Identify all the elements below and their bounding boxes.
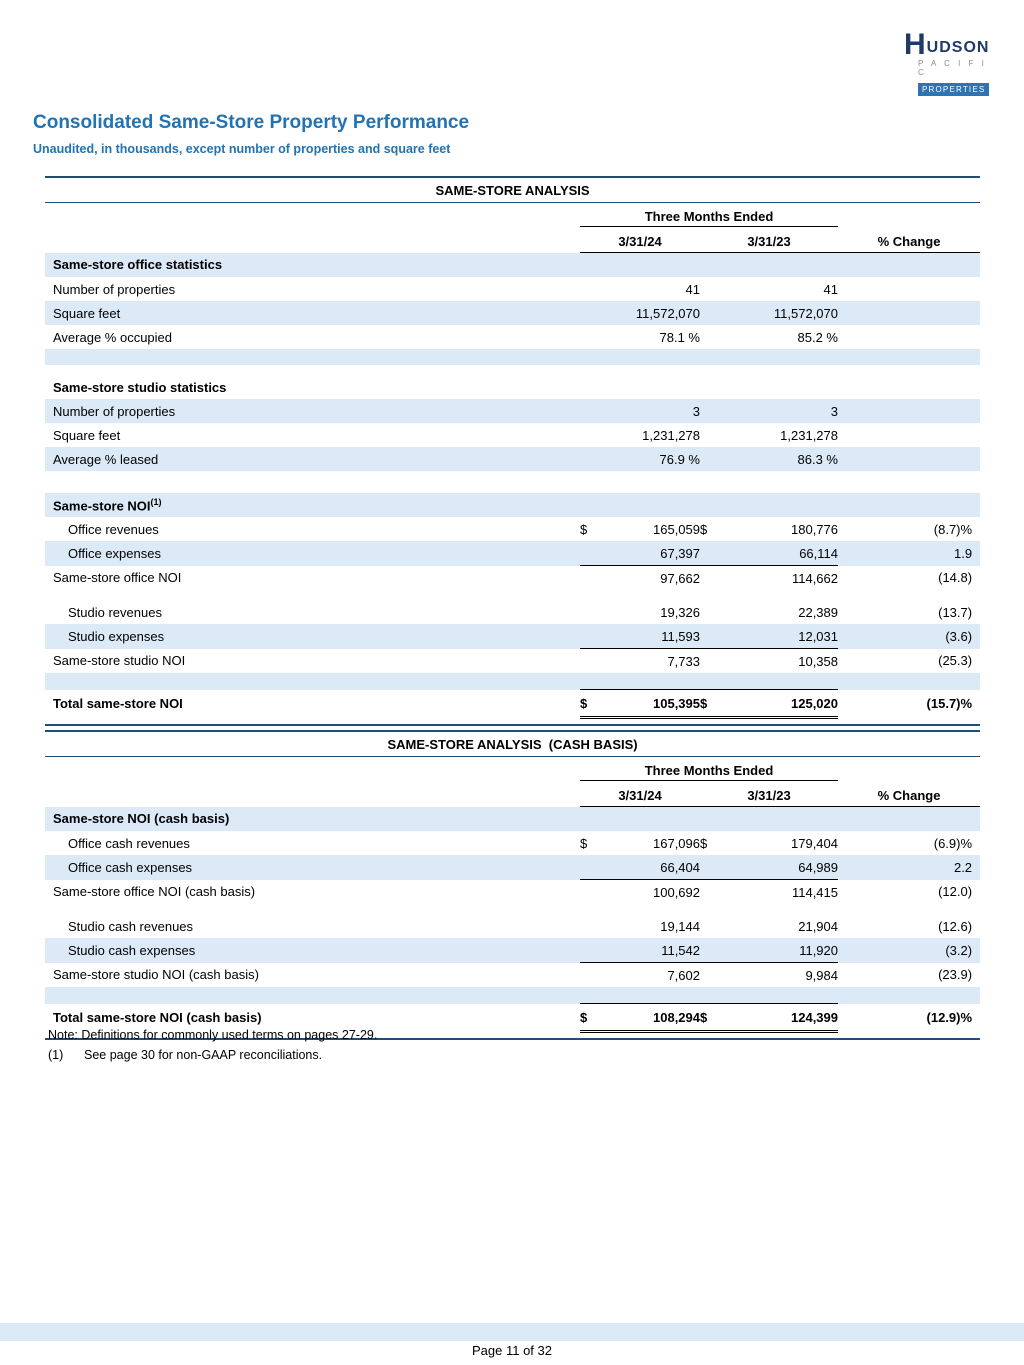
blank-cell [45,590,980,600]
currency-symbol: $ [700,1004,727,1032]
currency-symbol [700,541,727,566]
value-current: 165,059 [653,521,700,537]
pct-change: (8.7)% [933,521,973,537]
value-current: 3 [602,399,700,423]
value-prior: 124,399 [727,1004,838,1032]
pct-change [838,423,980,447]
currency-symbol: $ [580,690,602,718]
value-prior: 114,415 [791,884,838,900]
currency-symbol [700,399,727,423]
col-header-current: 3/31/24 [580,227,700,253]
data-row [45,517,980,541]
blank-row [45,987,980,1004]
currency-symbol: $ [700,690,727,718]
value-prior: 179,404 [791,835,838,851]
currency-symbol: $ [580,835,588,851]
row-label: Total same-store NOI [53,696,183,711]
value-current [602,493,700,517]
logo-pacific-text: P A C I F I C [918,59,987,77]
table-body [45,807,980,1032]
value-prior [727,375,838,399]
currency-symbol: $ [700,835,708,851]
currency-symbol [700,423,727,447]
currency-symbol [700,375,727,399]
value-prior: 85.2 % [797,329,838,345]
data-row [45,649,980,674]
data-row [45,914,980,938]
data-row [45,325,980,349]
same-store-analysis-table [45,176,980,719]
value-prior: 22,389 [798,604,838,620]
currency-symbol: $ [700,521,708,537]
same-store-analysis-cash-table [45,730,980,1033]
logo-properties-text: PROPERTIES [918,83,989,96]
spacer-cell [838,203,980,227]
pct-change: (25.3) [938,653,973,669]
value-current: 11,593 [602,624,700,649]
value-prior: 66,114 [727,541,838,566]
value-prior: 64,989 [727,855,838,880]
row-label: Studio cash revenues [68,918,194,934]
data-row [45,447,980,471]
page-subtitle: Unaudited, in thousands, except number of properties and square feet [33,142,451,156]
currency-symbol [580,624,602,649]
table-body [45,253,980,718]
pct-change: (3.6) [838,624,980,649]
value-current [602,253,700,278]
value-current: 97,662 [660,570,700,586]
data-row [45,880,980,905]
blank-cell [45,365,980,375]
row-label: Square feet [53,427,121,443]
spacer-row [45,471,980,493]
same-store-analysis-cash-section [45,730,980,1040]
spacer-row [45,365,980,375]
value-prior: 10,358 [798,653,838,669]
value-current: 7,602 [667,967,700,983]
currency-symbol [700,855,727,880]
currency-symbol [580,938,602,963]
data-row [45,277,980,301]
table-title-row [45,731,980,757]
value-prior: 3 [727,399,838,423]
row-label: Office revenues [68,521,159,537]
pct-change: 2.2 [838,855,980,880]
currency-symbol [700,325,727,349]
value-prior: 1,231,278 [780,427,838,443]
col-header-prior: 3/31/23 [700,227,838,253]
spacer-cell [45,757,580,781]
pct-change: (12.6) [938,918,973,934]
row-label: Same-store NOI (cash basis) [45,807,580,832]
value-prior: 41 [823,281,838,297]
value-current: 19,144 [660,918,700,934]
value-current: 11,542 [602,938,700,963]
period-header-row [45,757,980,781]
currency-symbol [700,566,727,591]
row-label: Studio cash expenses [45,938,580,963]
blank-cell [45,987,980,1004]
table-title: SAME-STORE ANALYSIS (CASH BASIS) [45,731,980,757]
footer-accent-band [0,1323,1024,1341]
value-prior: 9,984 [805,967,838,983]
row-label: Average % occupied [53,329,173,345]
data-row [45,624,980,649]
value-current: 105,395 [602,690,700,718]
data-row [45,566,980,591]
data-row [45,831,980,855]
currency-symbol [580,566,602,591]
value-current: 167,096 [653,835,700,851]
currency-symbol [580,325,602,349]
logo-h-mark: H [904,28,926,61]
pct-change [838,325,980,349]
currency-symbol [700,253,727,278]
value-prior [727,253,838,278]
value-prior: 11,572,070 [727,301,838,325]
spacer-cell [45,203,580,227]
value-current: 66,404 [602,855,700,880]
notes-block [48,1028,377,1062]
section-row [45,493,980,517]
currency-symbol [580,301,602,325]
currency-symbol [580,807,602,832]
spacer-cell [45,227,580,253]
pct-change: (15.7)% [926,696,973,711]
definitions-note: Note: Definitions for commonly used terms on pages 27-29. [48,1028,378,1042]
value-prior [727,493,838,517]
total-row [45,690,980,718]
blank-cell [45,349,980,365]
col-header-change: % Change [838,781,980,807]
value-current [602,375,700,399]
value-current: 19,326 [660,604,700,620]
row-label: Square feet [45,301,580,325]
data-row [45,963,980,988]
pct-change: (12.9)% [926,1010,973,1025]
pct-change [838,447,980,471]
pct-change: (23.9) [938,967,973,983]
pct-change [838,253,980,278]
col-header-prior: 3/31/23 [700,781,838,807]
table-title: SAME-STORE ANALYSIS [45,177,980,203]
row-label: Average % leased [45,447,580,471]
value-current: 67,397 [602,541,700,566]
page-title: Consolidated Same-Store Property Performance [33,112,470,133]
value-prior: 114,662 [791,570,838,586]
value-current: 100,692 [653,884,700,900]
row-label: Total same-store NOI (cash basis) [53,1010,262,1025]
value-prior: 125,020 [727,690,838,718]
currency-symbol [700,963,727,988]
spacer-cell [838,757,980,781]
blank-cell [45,673,980,690]
value-prior: 21,904 [798,918,838,934]
value-current: 41 [685,281,700,297]
pct-change: (14.8) [938,570,973,586]
pct-change: (13.7) [938,604,973,620]
row-label: Same-store office statistics [45,253,580,278]
value-current: 108,294 [602,1004,700,1032]
value-current: 78.1 % [659,329,700,345]
data-row [45,600,980,624]
pct-change [838,807,980,832]
pct-change [838,493,980,517]
currency-symbol [580,277,602,301]
pct-change [838,399,980,423]
value-current: 11,572,070 [602,301,700,325]
logo-wordmark [904,28,1000,61]
value-prior: 86.3 % [727,447,838,471]
blank-cell [45,471,980,493]
row-label: Office cash expenses [45,855,580,880]
value-prior: 11,920 [727,938,838,963]
currency-symbol [700,277,727,301]
currency-symbol [700,880,727,905]
currency-symbol [700,447,727,471]
currency-symbol [580,541,602,566]
footnote-1 [48,1048,377,1062]
row-label: Same-store NOI$^{(1)}$ [45,493,580,517]
col-header-current: 3/31/24 [580,781,700,807]
value-prior: 12,031 [727,624,838,649]
row-label: Same-store studio NOI [53,653,186,669]
value-current: 1,231,278 [642,427,700,443]
currency-symbol [580,963,602,988]
currency-symbol: $ [580,1004,602,1032]
pct-change [838,375,980,399]
data-row [45,541,980,566]
currency-symbol [580,399,602,423]
pct-change [838,301,980,325]
data-row [45,423,980,447]
row-label: Same-store studio statistics [53,379,227,395]
footnote-text: See page 30 for non-GAAP reconciliations. [84,1048,323,1062]
section-row [45,807,980,832]
pct-change: 1.9 [838,541,980,566]
row-label: Studio revenues [68,604,162,620]
pct-change [838,277,980,301]
currency-symbol [580,423,602,447]
table-title-row [45,177,980,203]
row-label: Number of properties [53,281,176,297]
currency-symbol [580,649,602,674]
data-row [45,301,980,325]
blank-cell [45,904,980,914]
logo-udson-text: UDSON [926,39,990,56]
value-prior: 180,776 [791,521,838,537]
col-header-change: % Change [838,227,980,253]
data-row [45,855,980,880]
row-label: Office expenses [45,541,580,566]
currency-symbol: $ [580,521,588,537]
spacer-cell [45,781,580,807]
same-store-analysis-section [45,176,980,726]
row-label: Office cash revenues [68,835,190,851]
currency-symbol [580,880,602,905]
currency-symbol [580,447,602,471]
column-header-row [45,227,980,253]
currency-symbol [700,624,727,649]
currency-symbol [700,301,727,325]
blank-row [45,673,980,690]
row-label: Same-store studio NOI (cash basis) [53,967,259,983]
currency-symbol [700,649,727,674]
currency-symbol [580,855,602,880]
spacer-row [45,904,980,914]
value-prior [727,807,838,832]
currency-symbol [580,493,602,517]
currency-symbol [700,914,727,938]
row-label: Same-store office NOI [53,570,182,586]
pct-change: (6.9)% [933,835,973,851]
footnote-ref: (1) [150,496,162,507]
row-label: Studio expenses [45,624,580,649]
hudson-pacific-logo [904,28,1000,97]
value-current: 7,733 [667,653,700,669]
currency-symbol [580,600,602,624]
currency-symbol [700,938,727,963]
data-row [45,938,980,963]
row-label: Same-store office NOI (cash basis) [53,884,256,900]
period-header: Three Months Ended [580,757,838,781]
row-label: Number of properties [45,399,580,423]
column-header-row [45,781,980,807]
currency-symbol [580,914,602,938]
pct-change: (3.2) [838,938,980,963]
page-number: Page 11 of 32 [472,1343,552,1358]
value-current: 76.9 % [602,447,700,471]
period-header-row [45,203,980,227]
currency-symbol [700,600,727,624]
value-current [602,807,700,832]
currency-symbol [700,807,727,832]
currency-symbol [700,493,727,517]
section-row [45,375,980,399]
section-row [45,253,980,278]
pct-change: (12.0) [938,884,973,900]
period-header: Three Months Ended [580,203,838,227]
blank-row [45,349,980,365]
currency-symbol [580,253,602,278]
footnote-marker: (1) [48,1048,64,1062]
currency-symbol [580,375,602,399]
data-row [45,399,980,423]
spacer-row [45,590,980,600]
